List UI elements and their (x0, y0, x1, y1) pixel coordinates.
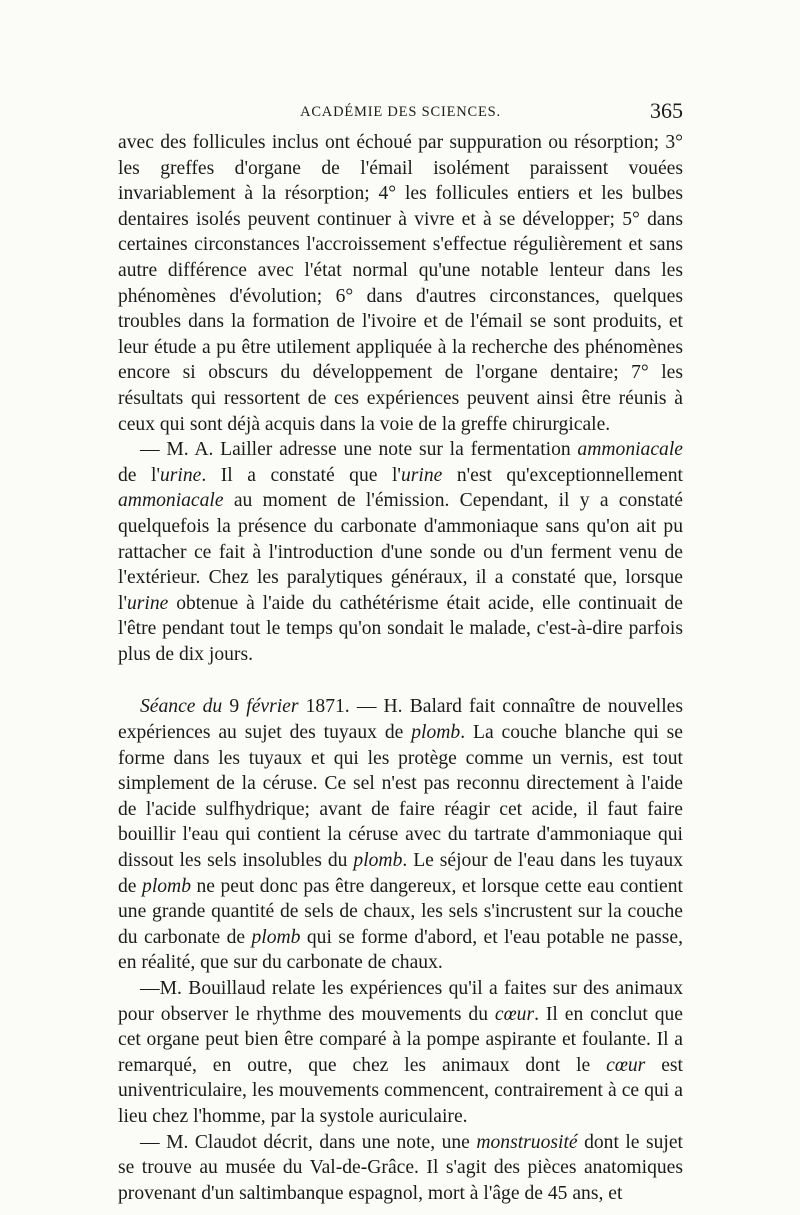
page-body (118, 130, 683, 1206)
paragraph-lailler: — M. A. Lailler adresse une note sur la fermentation ammoniacale de l'urine. Il a constaté que l'urine n'est qu'exceptionnellement ammoniacale au moment de l'émission. Cependant, il y a constaté quelquefois la présence du carbonate d'ammoniaque sans qu'on ait pu rattacher ce fait à l'introduction d'une sonde ou d'un ferment venu de l'extérieur. Chez les paralytiques généraux, il a constaté que, lorsque l'urine obtenue à l'aide du cathétérisme était acide, elle continuait de l'être pendant tout le temps qu'on sondait le malade, c'est-à-dire parfois plus de dix jours. (118, 439, 683, 665)
paragraph-claudot: — M. Claudot décrit, dans une note, une monstruosité dont le sujet se trouve au musée du Val-de-Grâce. Il s'agit des pièces anatomiques provenant d'un saltimbanque espagnol, mort à l'âge de 45 ans, et (118, 1131, 683, 1204)
running-title: ACADÉMIE DES SCIENCES. (300, 104, 501, 120)
paragraph-balard: Séance du 9 février 1871. — H. Balard fait connaître de nouvelles expériences au sujet des tuyaux de plomb. La couche blanche qui se forme dans les tuyaux et qui les protège comme un vernis, est tout simplement de la céruse. Ce sel n'est pas reconnu directement à l'aide de l'acide sulfhydrique; avant de faire réagir cet acide, il faut faire bouillir l'eau qui contient la céruse avec du tartrate d'ammoniaque qui dissout les sels insolubles du plomb. Le séjour de l'eau dans les tuyaux de plomb ne peut donc pas être dangereux, et lorsque cette eau contient une grande quantité de sels de chaux, les sels s'incrustent sur la couche du carbonate de plomb qui se forme d'abord, et l'eau potable ne passe, en réalité, que sur du carbonate de chaux. (118, 696, 684, 974)
paragraph-bouillaud: —M. Bouillaud relate les expériences qu'il a faites sur des animaux pour observer le rhythme des mouvements du cœur. Il en conclut que cet organe peut bien être comparé à la pompe aspirante et foulante. Il a remarqué, en outre, que chez les animaux dont le cœur est univentriculaire, les mouvements commencent, contrairement à ce qui a lieu chez l'homme, par la systole auriculaire. (118, 978, 683, 1127)
paragraph-greffe-conclusions: avec des follicules inclus ont échoué par suppuration ou résorption; 3° les greffes d'organe de l'émail isolément paraissent vouées invariablement à la résorption; 4° les follicules entiers et les bulbes dentaires isolés peuvent continuer à vivre et à se développer; 5° dans certaines circonstances l'accroissement s'effectue régulièrement et sans autre différence avec l'état normal qu'une notable lenteur dans les phénomènes d'évolution; 6° dans d'autres circonstances, quelques troubles dans la formation de l'ivoire et de l'émail se sont produits, et leur étude a pu être utilement appliquée à la recherche des phénomènes encore si obscurs du développement de l'organe dentaire; 7° les résultats qui ressortent de ces expériences peuvent ainsi être réunis à ceux qui sont déjà acquis dans la voie de la greffe chirurgicale. (118, 132, 683, 435)
page-header (118, 98, 683, 128)
section-gap (118, 667, 683, 694)
page-number: 365 (650, 98, 683, 123)
